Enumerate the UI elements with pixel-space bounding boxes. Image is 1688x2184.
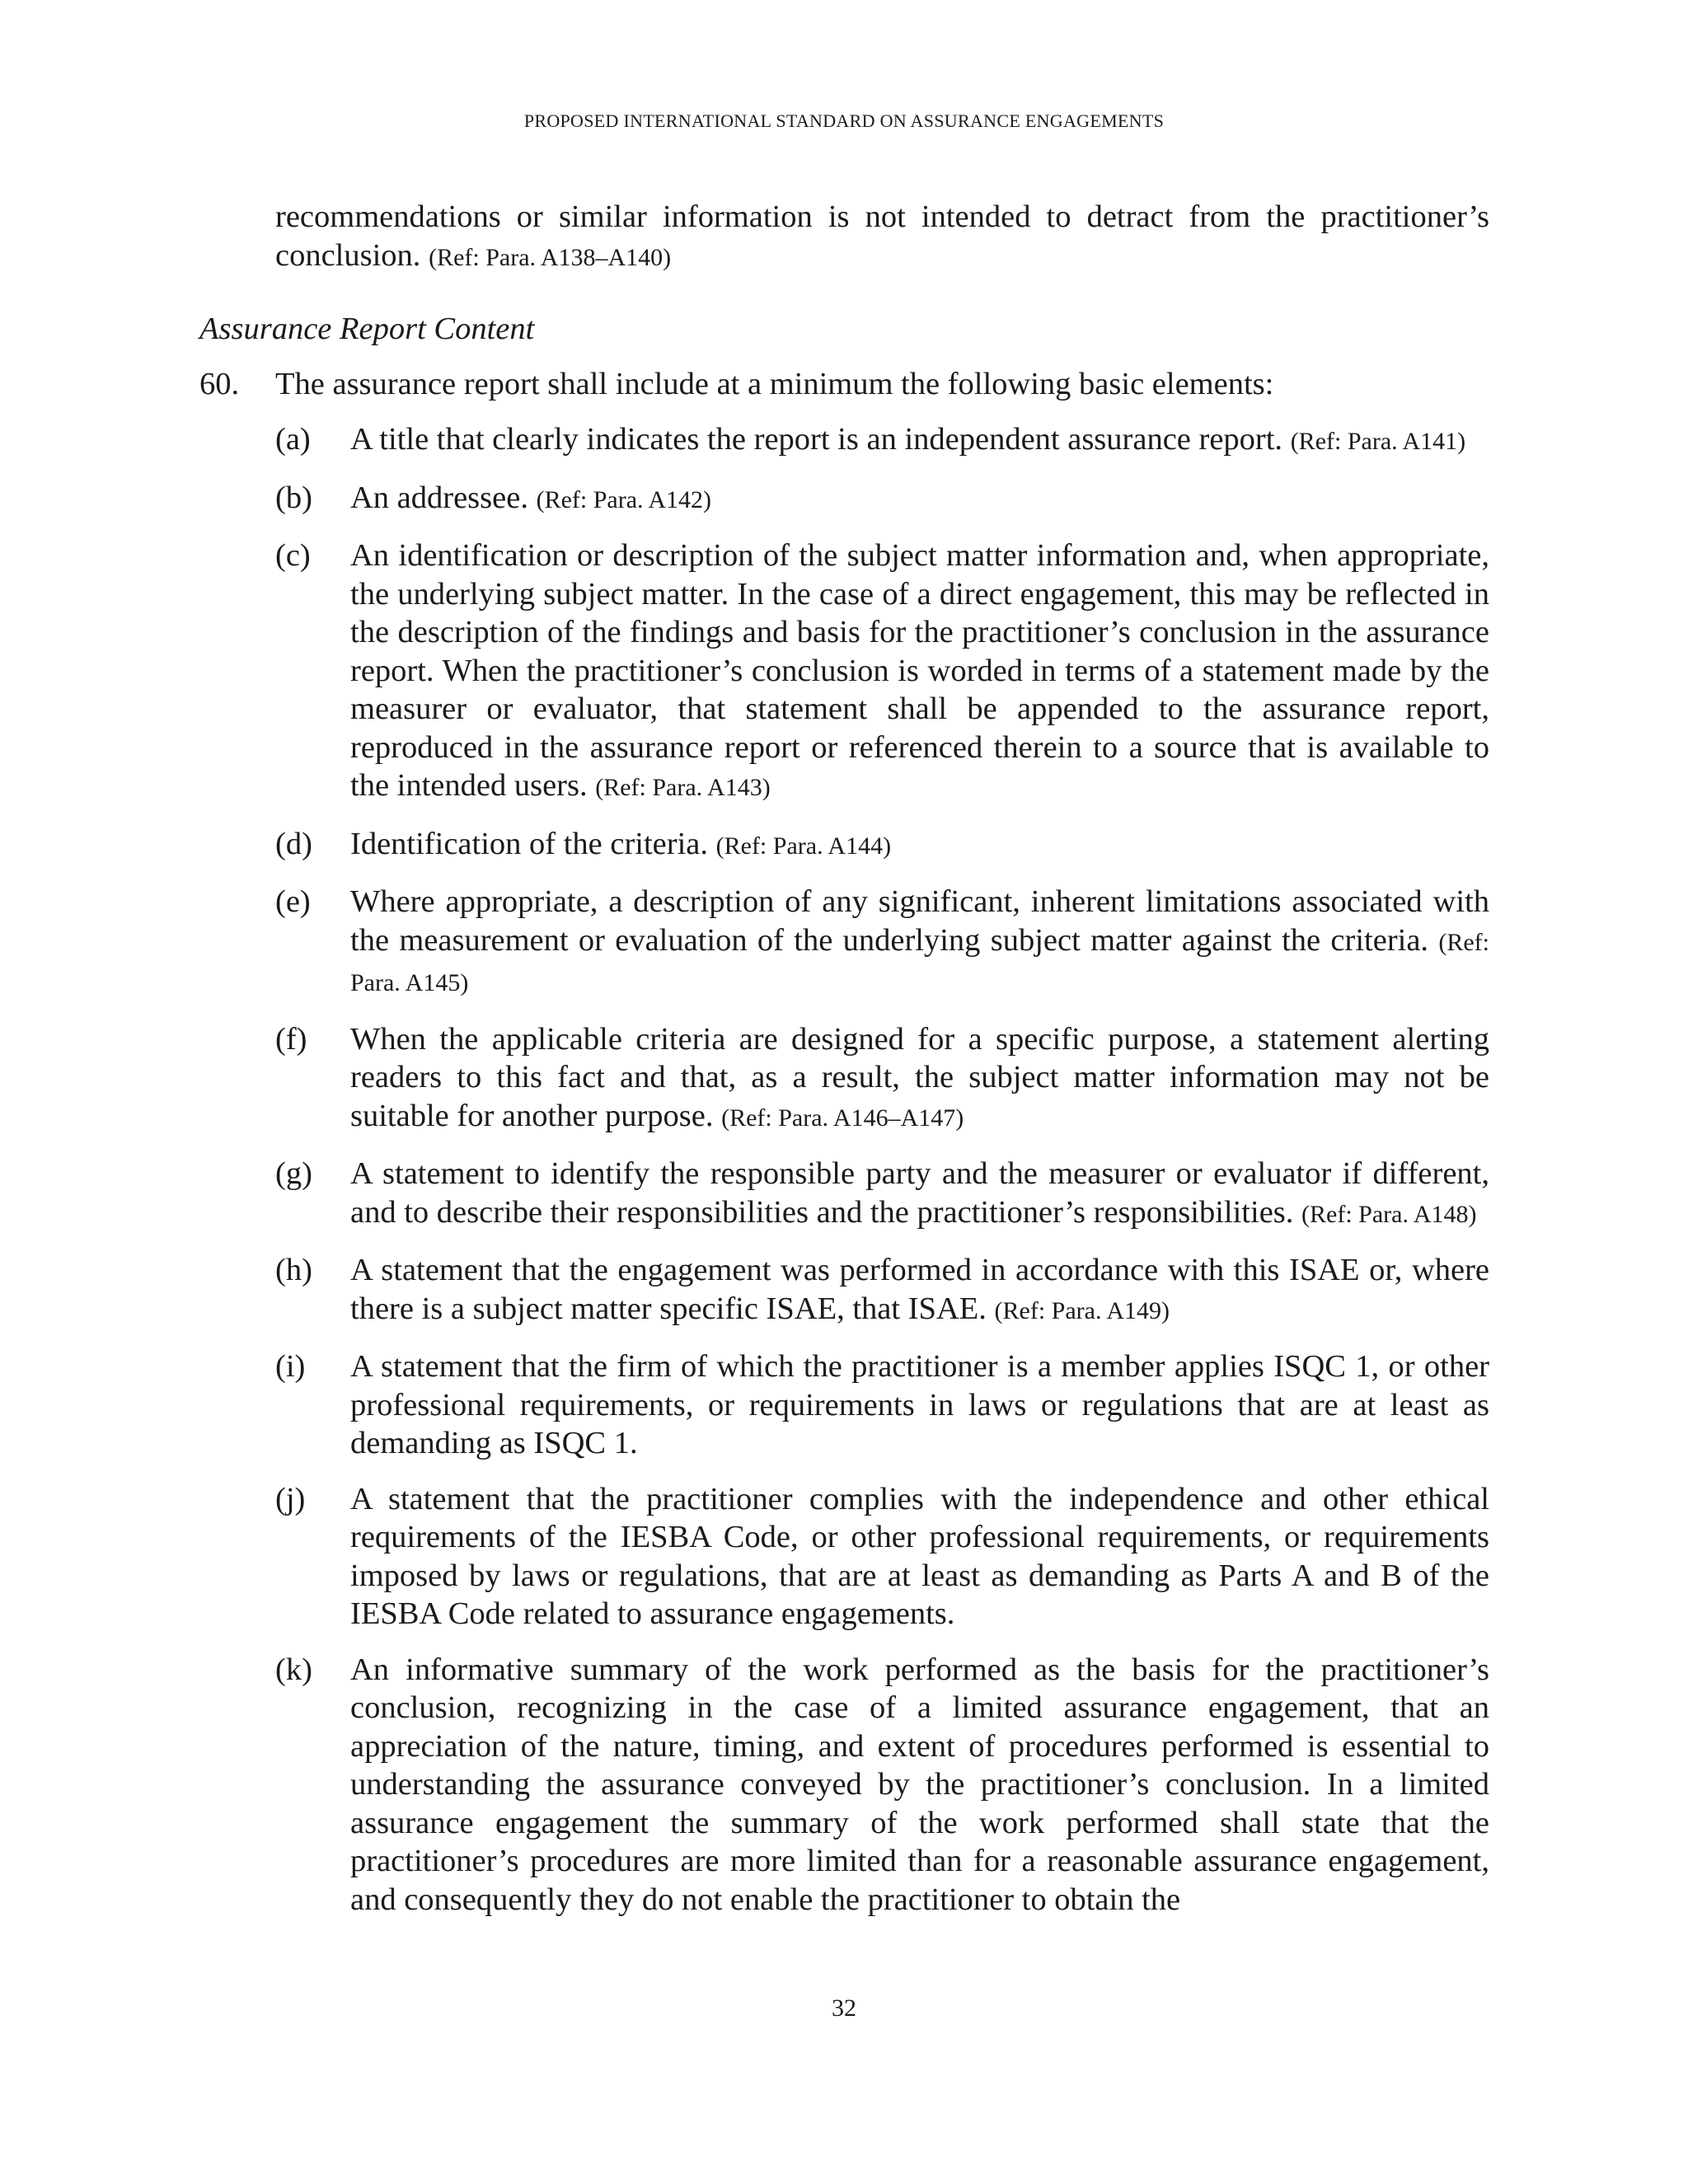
item-body: Where appropriate, a description of any significant, inherent limitations associated with the measurement or evaluation of the underlying subject matter against the criteria. (350, 884, 1489, 958)
item-body: When the applicable criteria are designed for a specific purpose, a statement alerting readers to this fact and that, as a result, the subject matter information may not be suitable for another purpose. (350, 1021, 1489, 1133)
page-number: 32 (832, 1994, 856, 2022)
item-body: A statement that the firm of which the practitioner is a member applies ISQC 1, or other professional requirements, or requirements in laws or regulations that are at least as demanding as ISQC 1. (350, 1349, 1489, 1460)
list-item-f (275, 1020, 1489, 1138)
item-label: (c) (275, 538, 311, 573)
paragraph-text: The assurance report shall include at a minimum the following basic elements: (275, 366, 1274, 401)
list-item-e (275, 883, 1489, 1003)
item-text (350, 1251, 1489, 1330)
list-item-a (275, 420, 1489, 462)
item-ref: (Ref: Para. A141) (1290, 428, 1466, 455)
item-label: (a) (275, 422, 311, 457)
item-label: (g) (275, 1156, 312, 1191)
list-item-b (275, 479, 1489, 520)
item-label: (k) (275, 1652, 312, 1687)
item-ref: (Ref: Para. A143) (595, 774, 771, 801)
paragraph-number: 60. (199, 366, 240, 401)
item-text (350, 1480, 1489, 1633)
item-label: (e) (275, 884, 311, 919)
item-label: (f) (275, 1021, 307, 1057)
item-body: A statement that the practitioner complies with the independence and other ethical requirements of the IESBA Code, or other professional requirements, or requirements imposed by laws or regulations, that are at least as demanding as Parts A and B of the IESBA Code related to assurance engagements. (350, 1481, 1489, 1631)
item-text (350, 825, 1489, 866)
section-heading: Assurance Report Content (199, 312, 535, 346)
item-text (350, 1155, 1489, 1234)
item-text (350, 883, 1489, 1003)
item-text (350, 1651, 1489, 1919)
item-body: Identification of the criteria. (350, 826, 708, 861)
item-ref: (Ref: Para. A142) (536, 485, 712, 513)
item-label: (b) (275, 480, 312, 515)
item-ref: (Ref: Para. A145) (350, 928, 1489, 996)
list-item-g (275, 1155, 1489, 1234)
item-ref: (Ref: Para. A149) (994, 1296, 1170, 1324)
list-item-c (275, 537, 1489, 808)
item-body: An identification or description of the subject matter information and, when appropriate, the underlying subject matter. In the case of a direct engagement, this may be reflected in the description of the findings and basis for the practitioner’s conclusion in the assurance report. When the practitioner’s conclusion is worded in terms of a statement made by the measurer or evaluator, that statement shall be appended to the assurance report, reproduced in the assurance report or referenced therein to a source that is available to the intended users. (350, 538, 1489, 803)
item-body: An addressee. (350, 480, 528, 515)
running-header: PROPOSED INTERNATIONAL STANDARD ON ASSURANCE ENGAGEMENTS (523, 110, 1165, 131)
item-body: A statement that the engagement was performed in accordance with this ISAE or, where there is a subject matter specific ISAE, that ISAE. (350, 1253, 1489, 1326)
item-label: (j) (275, 1481, 306, 1516)
item-ref: (Ref: Para. A146–A147) (721, 1104, 964, 1132)
item-text (350, 1347, 1489, 1463)
item-body: A statement to identify the responsible party and the measurer or evaluator if different, and to describe their responsibilities and the practitioner’s responsibilities. (350, 1156, 1489, 1230)
continuation-paragraph (275, 198, 1489, 277)
page-body (199, 198, 1489, 1919)
item-ref: (Ref: Para. A144) (715, 832, 892, 860)
element-list (275, 420, 1489, 1919)
continuation-text: recommendations or similar information is not intended to detract from the practitioner’s conclusion. (275, 199, 1489, 273)
item-text (350, 537, 1489, 808)
item-label: (h) (275, 1253, 312, 1287)
item-body: An informative summary of the work performed as the basis for the practitioner’s conclusion, recognizing in the case of a limited assurance engagement, that an appreciation of the nature, timing, and extent of procedures performed is essential to understanding the assurance conveyed by the practitioner’s conclusion. In a limited assurance engagement the summary of the work performed shall state that the practitioner’s procedures are more limited than for a reasonable assurance engagement, and consequently they do not enable the practitioner to obtain the (350, 1652, 1489, 1917)
item-text (350, 420, 1489, 462)
list-item-j (275, 1480, 1489, 1633)
item-label: (d) (275, 826, 312, 861)
list-item-d (275, 825, 1489, 866)
item-body: A title that clearly indicates the report is an independent assurance report. (350, 422, 1283, 457)
item-label: (i) (275, 1349, 306, 1384)
item-text (350, 1020, 1489, 1138)
list-item-i (275, 1347, 1489, 1463)
paragraph-60 (199, 365, 1489, 404)
item-text (350, 479, 1489, 520)
list-item-k (275, 1651, 1489, 1919)
continuation-ref: (Ref: Para. A138–A140) (429, 243, 672, 271)
list-item-h (275, 1251, 1489, 1330)
item-ref: (Ref: Para. A148) (1301, 1200, 1477, 1228)
